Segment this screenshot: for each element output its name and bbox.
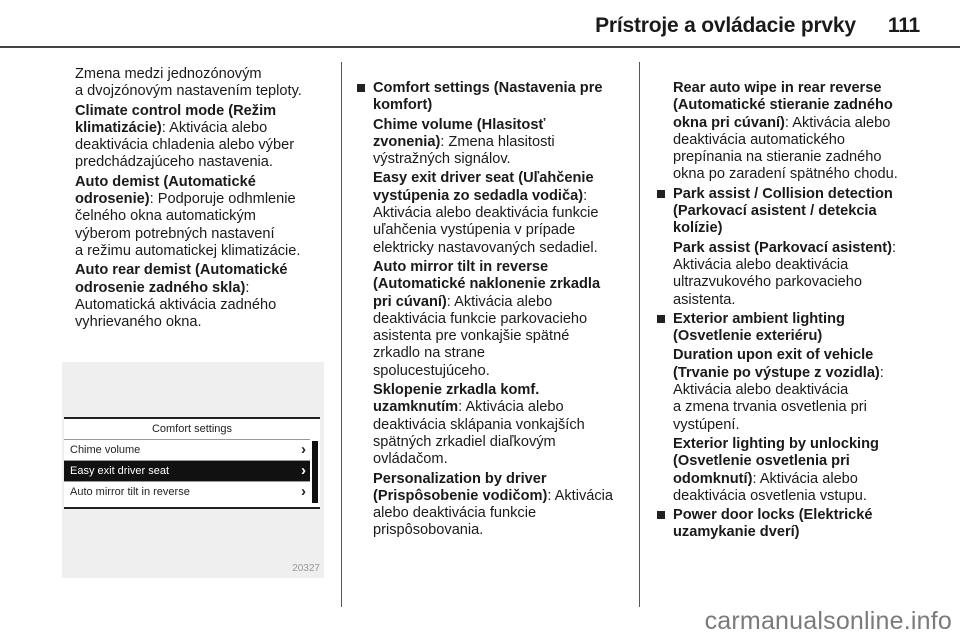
column-2 <box>357 80 635 542</box>
column-3 <box>657 80 955 544</box>
rear-auto-wipe-paragraph: Rear auto wipe in rear reverse (Automatické stieranie zadného okna pri cúvaní): Aktivácia alebo deaktivácia automatického prepínania na stieranie zadného okna po zaradení spätného chodu. <box>673 80 898 183</box>
column-1 <box>75 66 337 333</box>
mirror-folding-paragraph: Sklopenie zrkadla komf. uzamknutím: Aktivácia alebo deaktivácia sklápania vonkajších spätných zrkadiel diaľkovým ovládačom. <box>373 382 585 468</box>
column-divider-2 <box>639 62 640 607</box>
chevron-right-icon: › <box>301 441 306 458</box>
header-divider <box>0 46 960 48</box>
climate-control-mode-paragraph: Climate control mode (Režim klimatizácie): Aktivácia alebo deaktivácia chladenia alebo výber predchádzajúceho nastavenia. <box>75 102 295 171</box>
bullet-park-assist: Park assist / Collision detection (Parkovací asistent / detekcia kolízie) <box>657 186 955 238</box>
chime-volume-paragraph: Chime volume (Hlasitosť zvonenia): Zmena hlasitosti výstražných signálov. <box>373 116 555 168</box>
easy-exit-paragraph: Easy exit driver seat (Uľahčenie vystúpenia zo sedadla vodiča): Aktivácia alebo deaktivácia funkcie uľahčenia vystúpenia v prípade elektricky nastavovaných sedadiel. <box>373 170 599 256</box>
display-screen <box>64 417 320 509</box>
comfort-settings-figure <box>62 362 324 578</box>
figure-id: 20327 <box>292 563 320 574</box>
page-title: Prístroje a ovládacie prvky <box>595 14 856 37</box>
intro-paragraph: Zmena medzi jednozónovým a dvojzónovým nastavením teploty. <box>75 66 302 100</box>
personalization-paragraph: Personalization by driver (Prispôsobenie vodičom): Aktivácia alebo deaktivácia funkcie prispôsobovania. <box>373 470 614 539</box>
page-number: 111 <box>887 14 920 37</box>
screen-scrollbar <box>312 441 318 503</box>
screen-title: Comfort settings <box>151 423 233 435</box>
menu-item-auto-mirror-tilt: Auto mirror tilt in reverse › <box>64 481 310 502</box>
auto-mirror-tilt-paragraph: Auto mirror tilt in reverse (Automatické naklonenie zrkadla pri cúvaní): Aktivácia alebo deaktivácia funkcie parkovacieho asistenta pre vonkajšie spätné zrkadlo na strane spolucestujúceho. <box>373 258 601 379</box>
column-divider-1 <box>341 62 342 607</box>
exit-duration-paragraph: Duration upon exit of vehicle (Trvanie po výstupe z vozidla): Aktivácia alebo deaktivácia a zmena trvania osvetlenia pri vystúpení. <box>673 347 884 433</box>
bullet-comfort-settings: Comfort settings (Nastavenia pre komfort) <box>357 80 635 115</box>
bullet-square-icon <box>657 190 665 198</box>
park-assist-paragraph: Park assist (Parkovací asistent): Aktivácia alebo deaktivácia ultrazvukového parkovacieho asistenta. <box>673 239 897 308</box>
bullet-power-door-locks: Power door locks (Elektrické uzamykanie dverí) <box>657 507 955 542</box>
menu-item-chime-volume: Chime volume › <box>64 439 310 460</box>
watermark: carmanualsonline.info <box>704 607 952 635</box>
unlock-lighting-paragraph: Exterior lighting by unlocking (Osvetlenie osvetlenia pri odomknutí): Aktivácia alebo deaktivácia osvetlenia vstupu. <box>673 435 879 504</box>
auto-rear-demist-paragraph: Auto rear demist (Automatické odrosenie zadného skla): Automatická aktivácia zadného vyhrievaného okna. <box>75 262 288 331</box>
bullet-square-icon <box>657 511 665 519</box>
bullet-square-icon <box>657 315 665 323</box>
menu-item-easy-exit-driver-seat: Easy exit driver seat › <box>64 460 310 481</box>
chevron-right-icon: › <box>301 462 306 479</box>
bullet-exterior-lighting: Exterior ambient lighting (Osvetlenie exteriéru) <box>657 311 955 346</box>
bullet-square-icon <box>357 84 365 92</box>
chevron-right-icon: › <box>301 483 306 500</box>
page-header <box>595 14 920 38</box>
auto-demist-paragraph: Auto demist (Automatické odrosenie): Podporuje odhmlenie čelného okna automatickým výberom potrebných nastavení a režimu automatickej klimatizácie. <box>75 173 301 259</box>
